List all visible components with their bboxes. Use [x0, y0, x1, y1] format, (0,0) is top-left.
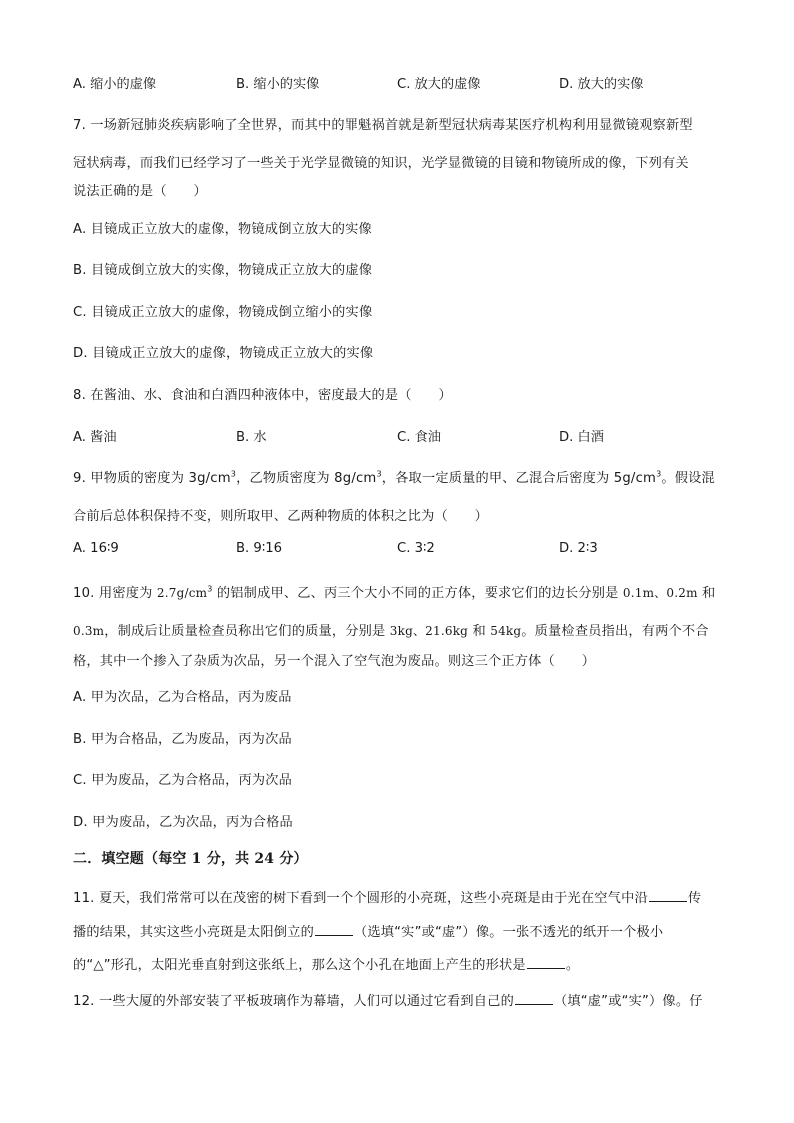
q11-stem-line-2: 播的结果，其实这些小亮斑是太阳倒立的 （选填“实”或“虚”）像。一张不透光的纸开一个极小: [73, 925, 664, 940]
q6-option-c: C. 放大的虚像: [397, 77, 481, 92]
q7-stem-line-3: 说法正确的是（ ）: [73, 184, 207, 199]
answer-blank[interactable]: [527, 956, 565, 969]
q7-stem-line-1: 7. 一场新冠肺炎疾病影响了全世界，而其中的罪魁祸首就是新型冠状病毒某医疗机构利用显微镜观察新型: [73, 118, 693, 133]
q8-option-a: A. 酱油: [73, 430, 117, 445]
answer-blank[interactable]: [315, 923, 353, 936]
q7-option-b: B. 目镜成倒立放大的实像，物镜成正立放大的虚像: [73, 263, 373, 278]
q10-option-a: A. 甲为次品，乙为合格品，丙为废品: [73, 690, 292, 705]
q9-option-a: A. 16∶9: [73, 541, 119, 556]
q12-stem-line-1: 12. 一些大厦的外部安装了平板玻璃作为幕墙，人们可以通过它看到自己的 （填“虚”或“实”）像。仔: [73, 994, 703, 1009]
q8-option-c: C. 食油: [397, 430, 441, 445]
q9-stem-line-2: 合前后总体积保持不变，则所取甲、乙两种物质的体积之比为（ ）: [73, 509, 489, 524]
q8-stem: 8. 在酱油、水、食油和白酒四种液体中，密度最大的是（ ）: [73, 388, 452, 403]
q8-option-d: D. 白酒: [559, 430, 604, 445]
answer-blank[interactable]: [515, 992, 553, 1005]
q7-option-d: D. 目镜成正立放大的虚像，物镜成正立放大的实像: [73, 346, 374, 361]
q11-stem-line-3: 的“△”形孔，太阳光垂直射到这张纸上，那么这个小孔在地面上产生的形状是 。: [73, 958, 580, 973]
q7-stem-line-2: 冠状病毒，而我们已经学习了一些关于光学显微镜的知识，光学显微镜的目镜和物镜所成的像，下列有关: [73, 156, 689, 171]
q10-stem-line-1: 10. 用密度为 $2.7g/cm^3$ 的铝制成甲、乙、丙三个大小不同的正方体，要求它们的边长分别是 0.1m、0.2m 和: [73, 584, 716, 601]
q10-option-c: C. 甲为废品，乙为合格品，丙为次品: [73, 773, 293, 788]
q10-option-b: B. 甲为合格品，乙为废品，丙为次品: [73, 732, 292, 747]
q10-stem-line-2: 0.3m，制成后让质量检查员称出它们的质量，分别是 3kg、21.6kg 和 54kg。质量检查员指出，有两个不合: [73, 624, 709, 639]
q8-option-b: B. 水: [236, 430, 267, 445]
q11-stem-line-1: 11. 夏天，我们常常可以在茂密的树下看到一个个圆形的小亮斑，这些小亮斑是由于光在空气中沿 传: [73, 891, 702, 906]
answer-blank[interactable]: [649, 889, 687, 902]
q6-option-a: A. 缩小的虚像: [73, 77, 157, 92]
q9-option-b: B. 9∶16: [236, 541, 283, 556]
q7-option-a: A. 目镜成正立放大的虚像，物镜成倒立放大的实像: [73, 222, 372, 237]
q9-option-c: C. 3∶2: [397, 541, 435, 556]
q7-option-c: C. 目镜成正立放大的虚像，物镜成倒立缩小的实像: [73, 305, 373, 320]
section-heading: 二．填空题（每空 1 分，共 24 分）: [73, 851, 308, 867]
q10-stem-line-3: 格，其中一个掺入了杂质为次品，另一个混入了空气泡为废品。则这三个正方体（ ）: [73, 654, 596, 669]
q9-option-d: D. 2∶3: [559, 541, 598, 556]
q6-option-b: B. 缩小的实像: [236, 77, 320, 92]
q6-option-d: D. 放大的实像: [559, 77, 644, 92]
q10-option-d: D. 甲为废品，乙为次品，丙为合格品: [73, 815, 293, 830]
q9-stem-line-1: 9. 甲物质的密度为 $3g/cm^3$，乙物质密度为 $8g/cm^3$，各取一定质量的甲、乙混合后密度为 $5g/cm^3$。假设混: [73, 469, 715, 486]
